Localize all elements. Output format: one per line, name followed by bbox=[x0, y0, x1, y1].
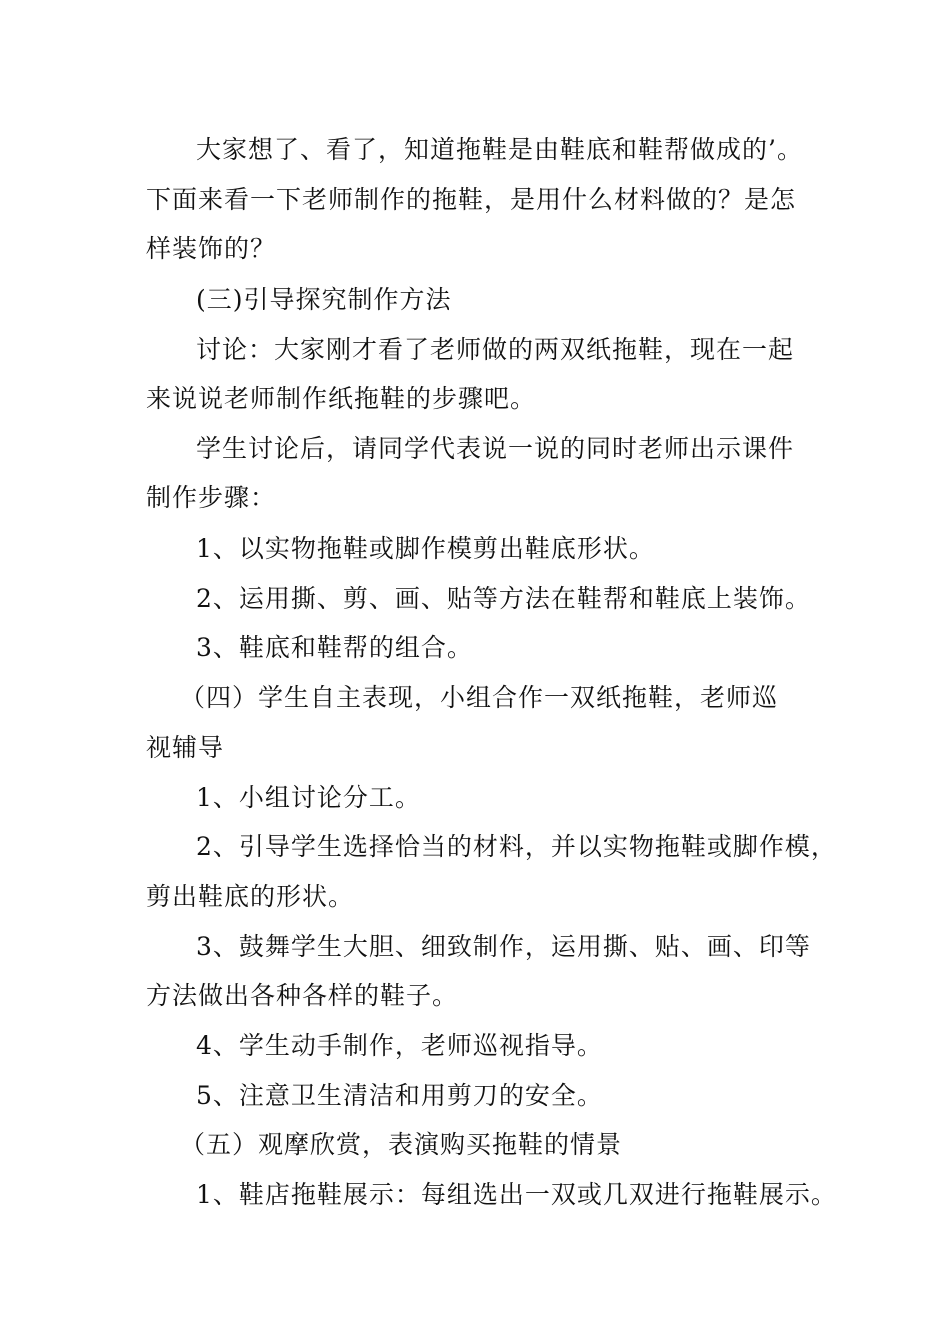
text-line: 大家想了、看了，知道拖鞋是由鞋底和鞋帮做成的’。 bbox=[196, 135, 803, 164]
section-heading: （五）观摩欣赏，表演购买拖鞋的情景 bbox=[180, 1130, 623, 1159]
text-line: 方法做出各种各样的鞋子。 bbox=[146, 981, 459, 1010]
list-item: 3、鼓舞学生大胆、细致制作，运用撕、贴、画、印等 bbox=[196, 932, 811, 961]
list-item: 2、运用撕、剪、画、贴等方法在鞋帮和鞋底上装饰。 bbox=[196, 584, 811, 613]
list-item: 3、鞋底和鞋帮的组合。 bbox=[196, 633, 473, 662]
list-item: 1、鞋店拖鞋展示：每组选出一双或几双进行拖鞋展示。 bbox=[196, 1180, 837, 1209]
text-line: 学生讨论后，请同学代表说一说的同时老师出示课件 bbox=[196, 434, 795, 463]
list-item: 2、引导学生选择恰当的材料，并以实物拖鞋或脚作模， bbox=[196, 832, 837, 861]
text-line: 下面来看一下老师制作的拖鞋，是用什么材料做的？是怎 bbox=[146, 185, 797, 214]
list-item: 1、小组讨论分工。 bbox=[196, 783, 421, 812]
list-item: 1、以实物拖鞋或脚作模剪出鞋底形状。 bbox=[196, 534, 655, 563]
text-line: 讨论：大家刚才看了老师做的两双纸拖鞋，现在一起 bbox=[196, 335, 795, 364]
section-heading: (三)引导探究制作方法 bbox=[196, 285, 452, 314]
list-item: 4、学生动手制作，老师巡视指导。 bbox=[196, 1031, 603, 1060]
text-line: 来说说老师制作纸拖鞋的步骤吧。 bbox=[146, 384, 537, 413]
text-line: 视辅导 bbox=[146, 733, 225, 762]
text-line: 剪出鞋底的形状。 bbox=[146, 882, 355, 911]
section-heading: （四）学生自主表现，小组合作一双纸拖鞋，老师巡 bbox=[180, 683, 779, 712]
text-line: 制作步骤： bbox=[146, 483, 277, 512]
list-item: 5、注意卫生清洁和用剪刀的安全。 bbox=[196, 1081, 603, 1110]
text-line: 样装饰的？ bbox=[146, 234, 277, 263]
